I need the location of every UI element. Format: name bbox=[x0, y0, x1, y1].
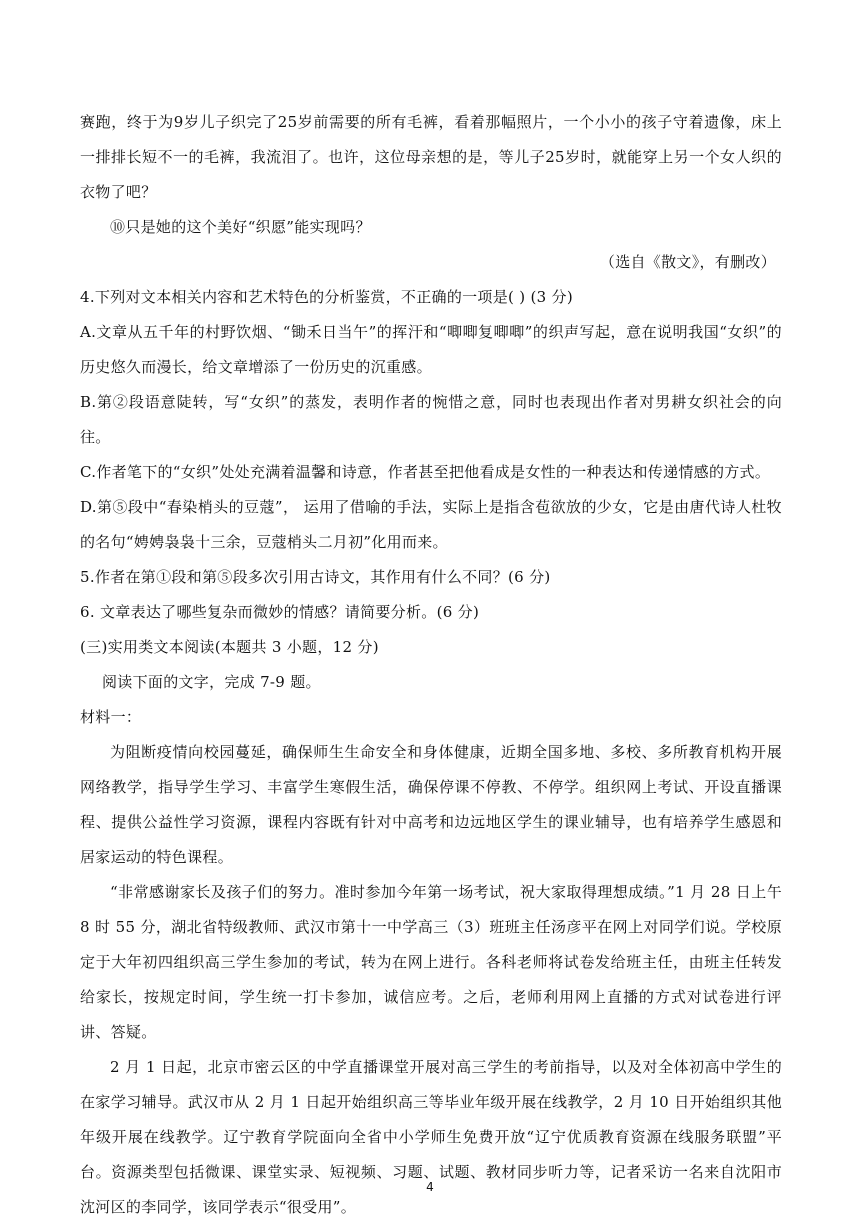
section-3-heading: (三)实用类文本阅读(本题共 3 小题，12 分) bbox=[80, 638, 379, 656]
question-6: 6. 文章表达了哪些复杂而微妙的情感？请简要分析。(6 分) bbox=[80, 603, 480, 621]
material-1-para-3: 2 月 1 日起，北京市密云区的中学直播课堂开展对高三学生的考前指导，以及对全体初高中学生的在家学习辅导。武汉市从 2 月 1 日起开始组织高三等毕业年级开展在线教学，2 月 10 日开始组织其他年级开展在线教学。辽宁教育学院面向全省中小学师生免费开放“辽宁优质教育资源在线服务联盟”平台。资源类型包括微课、课堂实录、短视频、习题、试题、教材同步听力等，记者采访一名来自沈阳市沈河区的李同学，该同学表示“很受用”。 bbox=[80, 1058, 782, 1216]
page-content bbox=[80, 105, 782, 1225]
section-3-instruction: 阅读下面的文字，完成 7-9 题。 bbox=[102, 673, 321, 691]
material-1-label: 材料一： bbox=[80, 708, 142, 726]
material-1-para-2: “非常感谢家长及孩子们的努力。准时参加今年第一场考试，祝大家取得理想成绩。”1 月 28 日上午 8 时 55 分，湖北省特级教师、武汉市第十一中学高三（3）班班主任汤彦平在网上对同学们说。学校原定于大年初四组织高三学生参加的考试，转为在网上进行。各科老师将试卷发给班主任，由班主任转发给家长，按规定时间，学生统一打卡参加，诚信应考。之后，老师利用网上直播的方式对试卷进行评讲、答疑。 bbox=[80, 883, 782, 1041]
page-number: 4 bbox=[426, 1180, 434, 1194]
question-4-option-d: D.第⑤段中“春染梢头的豆蔻”， 运用了借喻的手法，实际上是指含苞欲放的少女，它是由唐代诗人杜牧的名句“娉娉袅袅十三余，豆蔻梢头二月初”化用而来。 bbox=[80, 498, 782, 551]
question-5: 5.作者在第①段和第⑤段多次引用古诗文，其作用有什么不同？(6 分) bbox=[80, 568, 551, 586]
passage-source: （选自《散文》，有删改） bbox=[599, 253, 776, 271]
question-4-option-c: C.作者笔下的“女织”处处充满着温馨和诗意，作者甚至把他看成是女性的一种表达和传递情感的方式。 bbox=[80, 463, 771, 481]
passage-tail: 赛跑，终于为9岁儿子织完了25岁前需要的所有毛裤，看着那幅照片，一个小小的孩子守着遗像，床上一排排长短不一的毛裤，我流泪了。也许，这位母亲想的是，等儿子25岁时，就能穿上另一个女人织的衣物了吧？ bbox=[80, 113, 782, 201]
passage-para-10: ⑩只是她的这个美好“织愿”能实现吗？ bbox=[110, 218, 371, 236]
question-4-option-b: B.第②段语意陡转，写“女织”的蒸发，表明作者的惋惜之意，同时也表现出作者对男耕女织社会的向往。 bbox=[80, 393, 782, 446]
material-1-para-1: 为阻断疫情向校园蔓延，确保师生生命安全和身体健康，近期全国多地、多校、多所教育机构开展网络教学，指导学生学习、丰富学生寒假生活，确保停课不停教、不停学。组织网上考试、开设直播课程、提供公益性学习资源，课程内容既有针对中高考和边远地区学生的课业辅导，也有培养学生感恩和居家运动的特色课程。 bbox=[80, 743, 782, 866]
question-4-option-a: A.文章从五千年的村野饮烟、“锄禾日当午”的挥汗和“唧唧复唧唧”的织声写起，意在说明我国“女织”的历史悠久而漫长，给文章增添了一份历史的沉重感。 bbox=[80, 323, 782, 376]
question-4-stem: 4.下列对文本相关内容和艺术特色的分析鉴赏，不正确的一项是( ) (3 分) bbox=[80, 288, 573, 306]
